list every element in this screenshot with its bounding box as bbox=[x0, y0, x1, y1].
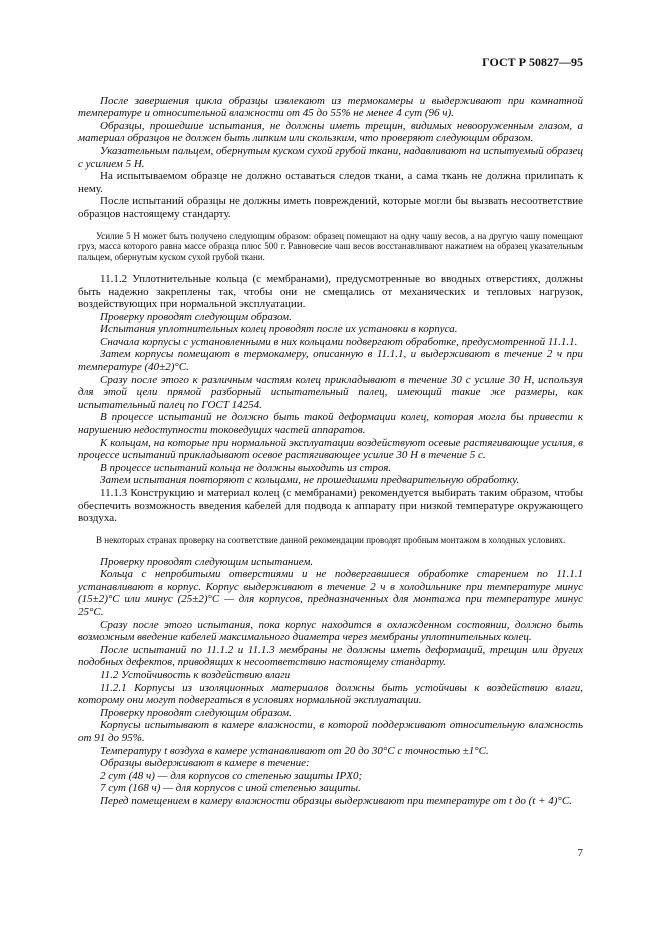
paragraph: 11.1.2 Уплотнительные кольца (с мембранами), предусмотренные во вводных отверстиях, должны быть надежно закреплены так, чтобы они не смещались от механических и тепловых нагрузок, воздействующих при нормальной эксплуатации. bbox=[78, 272, 583, 311]
paragraph: Проверку проводят следующим образом. bbox=[100, 310, 292, 323]
note-paragraph: Усилие 5 Н может быть получено следующим образом: образец помещают на одну чашу весов, а на другую чашу помещают груз, масса которого равна массе образца плюс 500 г. Равновесие чаш весов восстанавливают нажатием на образец указательным пальцем, обернутым куском сухой грубой ткани. bbox=[78, 230, 583, 263]
paragraph: Испытания уплотнительных колец проводят после их установки в корпуса. bbox=[100, 323, 458, 336]
paragraph: Образцы выдерживают в камере в течение: bbox=[100, 757, 310, 770]
paragraph: Корпусы испытывают в камере влажности, в которой поддерживают относительную влажность от 91 до 95%. bbox=[78, 719, 583, 744]
page-number: 7 bbox=[577, 847, 583, 859]
list-item: 2 сут (48 ч) — для корпусов со степенью защиты IPX0; bbox=[100, 769, 363, 782]
paragraph: Перед помещением в камеру влажности образцы выдерживают при температуре от t до (t + 4)°С. bbox=[100, 794, 572, 807]
paragraph: Сначала корпусы с установленными в них кольцами подвергают обработке, предусмотренной 11.1.1. bbox=[100, 335, 578, 348]
document-header: ГОСТ Р 50827—95 bbox=[482, 55, 583, 69]
paragraph: 11.1.3 Конструкцию и материал колец (с мембранами) рекомендуется выбирать таким образом, чтобы обеспечить возможность введения кабелей для подвода к аппарату при низкой температуре окружающего воздуха. bbox=[78, 487, 583, 525]
paragraph: Затем испытания повторяют с кольцами, не прошедшими предварительную обработку. bbox=[100, 474, 520, 487]
paragraph: Проверку проводят следующим испытанием. bbox=[100, 555, 314, 568]
paragraph: После завершения цикла образцы извлекают из термокамеры и выдерживают при комнатной температуре и относительной влажности от 45 до 55% не менее 4 сут (96 ч). bbox=[78, 94, 583, 120]
paragraph: Сразу после этого к различным частям колец прикладывают в течение 30 с усилие 30 Н, используя для этой цели прямой разборный испытательный палец, имеющий такие же размеры, как испытательный палец по ГОСТ 14254. bbox=[78, 373, 583, 411]
paragraph: Указательным пальцем, обернутым куском сухой грубой ткани, надавливают на испытуемый образец с усилием 5 Н. bbox=[78, 144, 583, 170]
paragraph: Сразу после этого испытания, пока корпус находится в охлажденном состоянии, должно быть возможным введение кабелей максимального диаметра через мембраны уплотнительных колец. bbox=[78, 618, 583, 644]
paragraph: На испытываемом образце не должно оставаться следов ткани, а сама ткань не должна прилипать к нему. bbox=[78, 170, 583, 195]
paragraph: К кольцам, на которые при нормальной эксплуатации воздействуют осевые растягивающие усилия, в процессе испытаний прикладывают осевое растягивающее усилие 30 Н в течение 5 с. bbox=[78, 436, 583, 462]
paragraph: В процессе испытаний кольца не должны выходить из строя. bbox=[100, 461, 392, 474]
paragraph: Проверку проводят следующим образом. bbox=[100, 706, 292, 719]
section-heading: 11.2 Устойчивость к воздействию влаги bbox=[100, 668, 291, 681]
paragraph: Температуру t воздуха в камере устанавливают от 20 до 30°С с точностью ±1°С. bbox=[100, 744, 489, 757]
paragraph: После испытаний образцы не должны иметь повреждений, которые могли бы вызвать несоответствие образцов настоящему стандарту. bbox=[78, 195, 583, 220]
paragraph: В процессе испытаний не должно быть такой деформации колец, которая могла бы привести к нарушению недоступности токоведущих частей аппаратов. bbox=[78, 411, 583, 437]
note-paragraph: В некоторых странах проверку на соответствие данной рекомендации проводят пробным монтажом в холодных условиях. bbox=[96, 534, 566, 545]
paragraph: Затем корпусы помещают в термокамеру, описанную в 11.1.1, и выдерживают в течение 2 ч при температуре (40±2)°С. bbox=[78, 348, 583, 374]
list-item: 7 сут (168 ч) — для корпусов с иной степенью защиты. bbox=[100, 782, 361, 795]
paragraph: Кольца с непробитыми отверстиями и не подвергавшиеся обработке старением по 11.1.1 устанавливают в корпус. Корпус выдерживают в течение 2 ч в холодильнике при температуре минус (15±2)°С или минус (25±2)°С — для корпусов, предназначенных для монтажа при температуре минус 25°С. bbox=[78, 568, 583, 618]
paragraph: 11.2.1 Корпусы из изоляционных материалов должны быть устойчивы к воздействию влаги, которому они могут подвергаться в условиях нормальной эксплуатации. bbox=[78, 681, 583, 707]
paragraph: Образцы, прошедшие испытания, не должны иметь трещин, видимых невооруженным глазом, а материал образцов не должен быть липким или скользким, что проверяют следующим образом. bbox=[78, 119, 583, 145]
paragraph: После испытаний по 11.1.2 и 11.1.3 мембраны не должны иметь деформаций, трещин или других подобных дефектов, приводящих к несоответствию настоящему стандарту. bbox=[78, 643, 583, 669]
